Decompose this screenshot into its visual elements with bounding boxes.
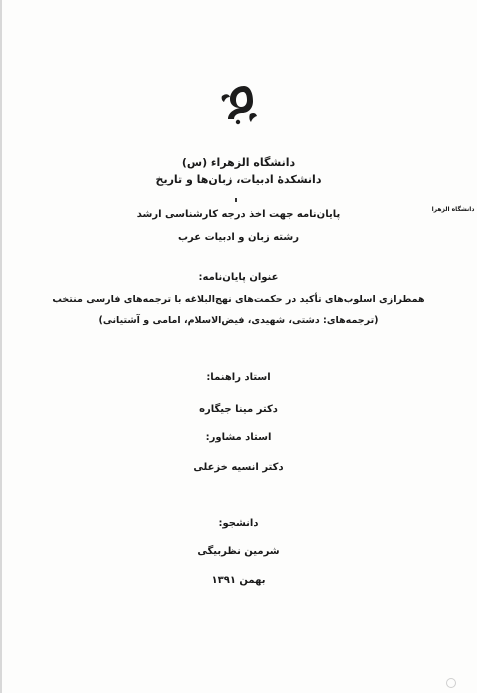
supervisor-name: دکتر مینا جیگاره <box>199 404 278 415</box>
scan-edge <box>0 0 2 693</box>
supervisor-label: استاد راهنما: <box>206 372 271 383</box>
advisor-label: استاد مشاور: <box>205 432 272 443</box>
faculty-name: دانشکدۀ ادبیات، زبان‌ها و تاریخ <box>155 173 322 186</box>
submission-date: بهمن ۱۳۹۱ <box>211 575 266 586</box>
thesis-title-line1: همطرازی اسلوب‌های تأکید در حکمت‌های نهج‌البلاغه با ترجمه‌های فارسی منتخب <box>52 294 425 305</box>
ink-mark <box>235 198 237 202</box>
student-name: شرمین نظربیگی <box>197 546 280 557</box>
advisor-name: دکتر انسیه خزعلی <box>193 462 284 473</box>
thesis-purpose: پایان‌نامه جهت اخذ درجه کارشناسی ارشد <box>136 209 341 220</box>
logo-caption: دانشگاه الزهرا <box>431 206 475 213</box>
student-label: دانشجو: <box>218 518 259 529</box>
alzahra-logo-icon <box>214 82 264 126</box>
thesis-title-line2: (ترجمه‌های: دشتی، شهیدی، فیض‌الاسلام، امامی و آشتیانی) <box>98 315 379 326</box>
thesis-field: رشته زبان و ادبیات عرب <box>178 232 299 243</box>
page-corner-mark <box>446 678 456 688</box>
thesis-title-label: عنوان پایان‌نامه: <box>198 272 279 283</box>
university-name: دانشگاه الزهراء (س) <box>181 156 296 169</box>
